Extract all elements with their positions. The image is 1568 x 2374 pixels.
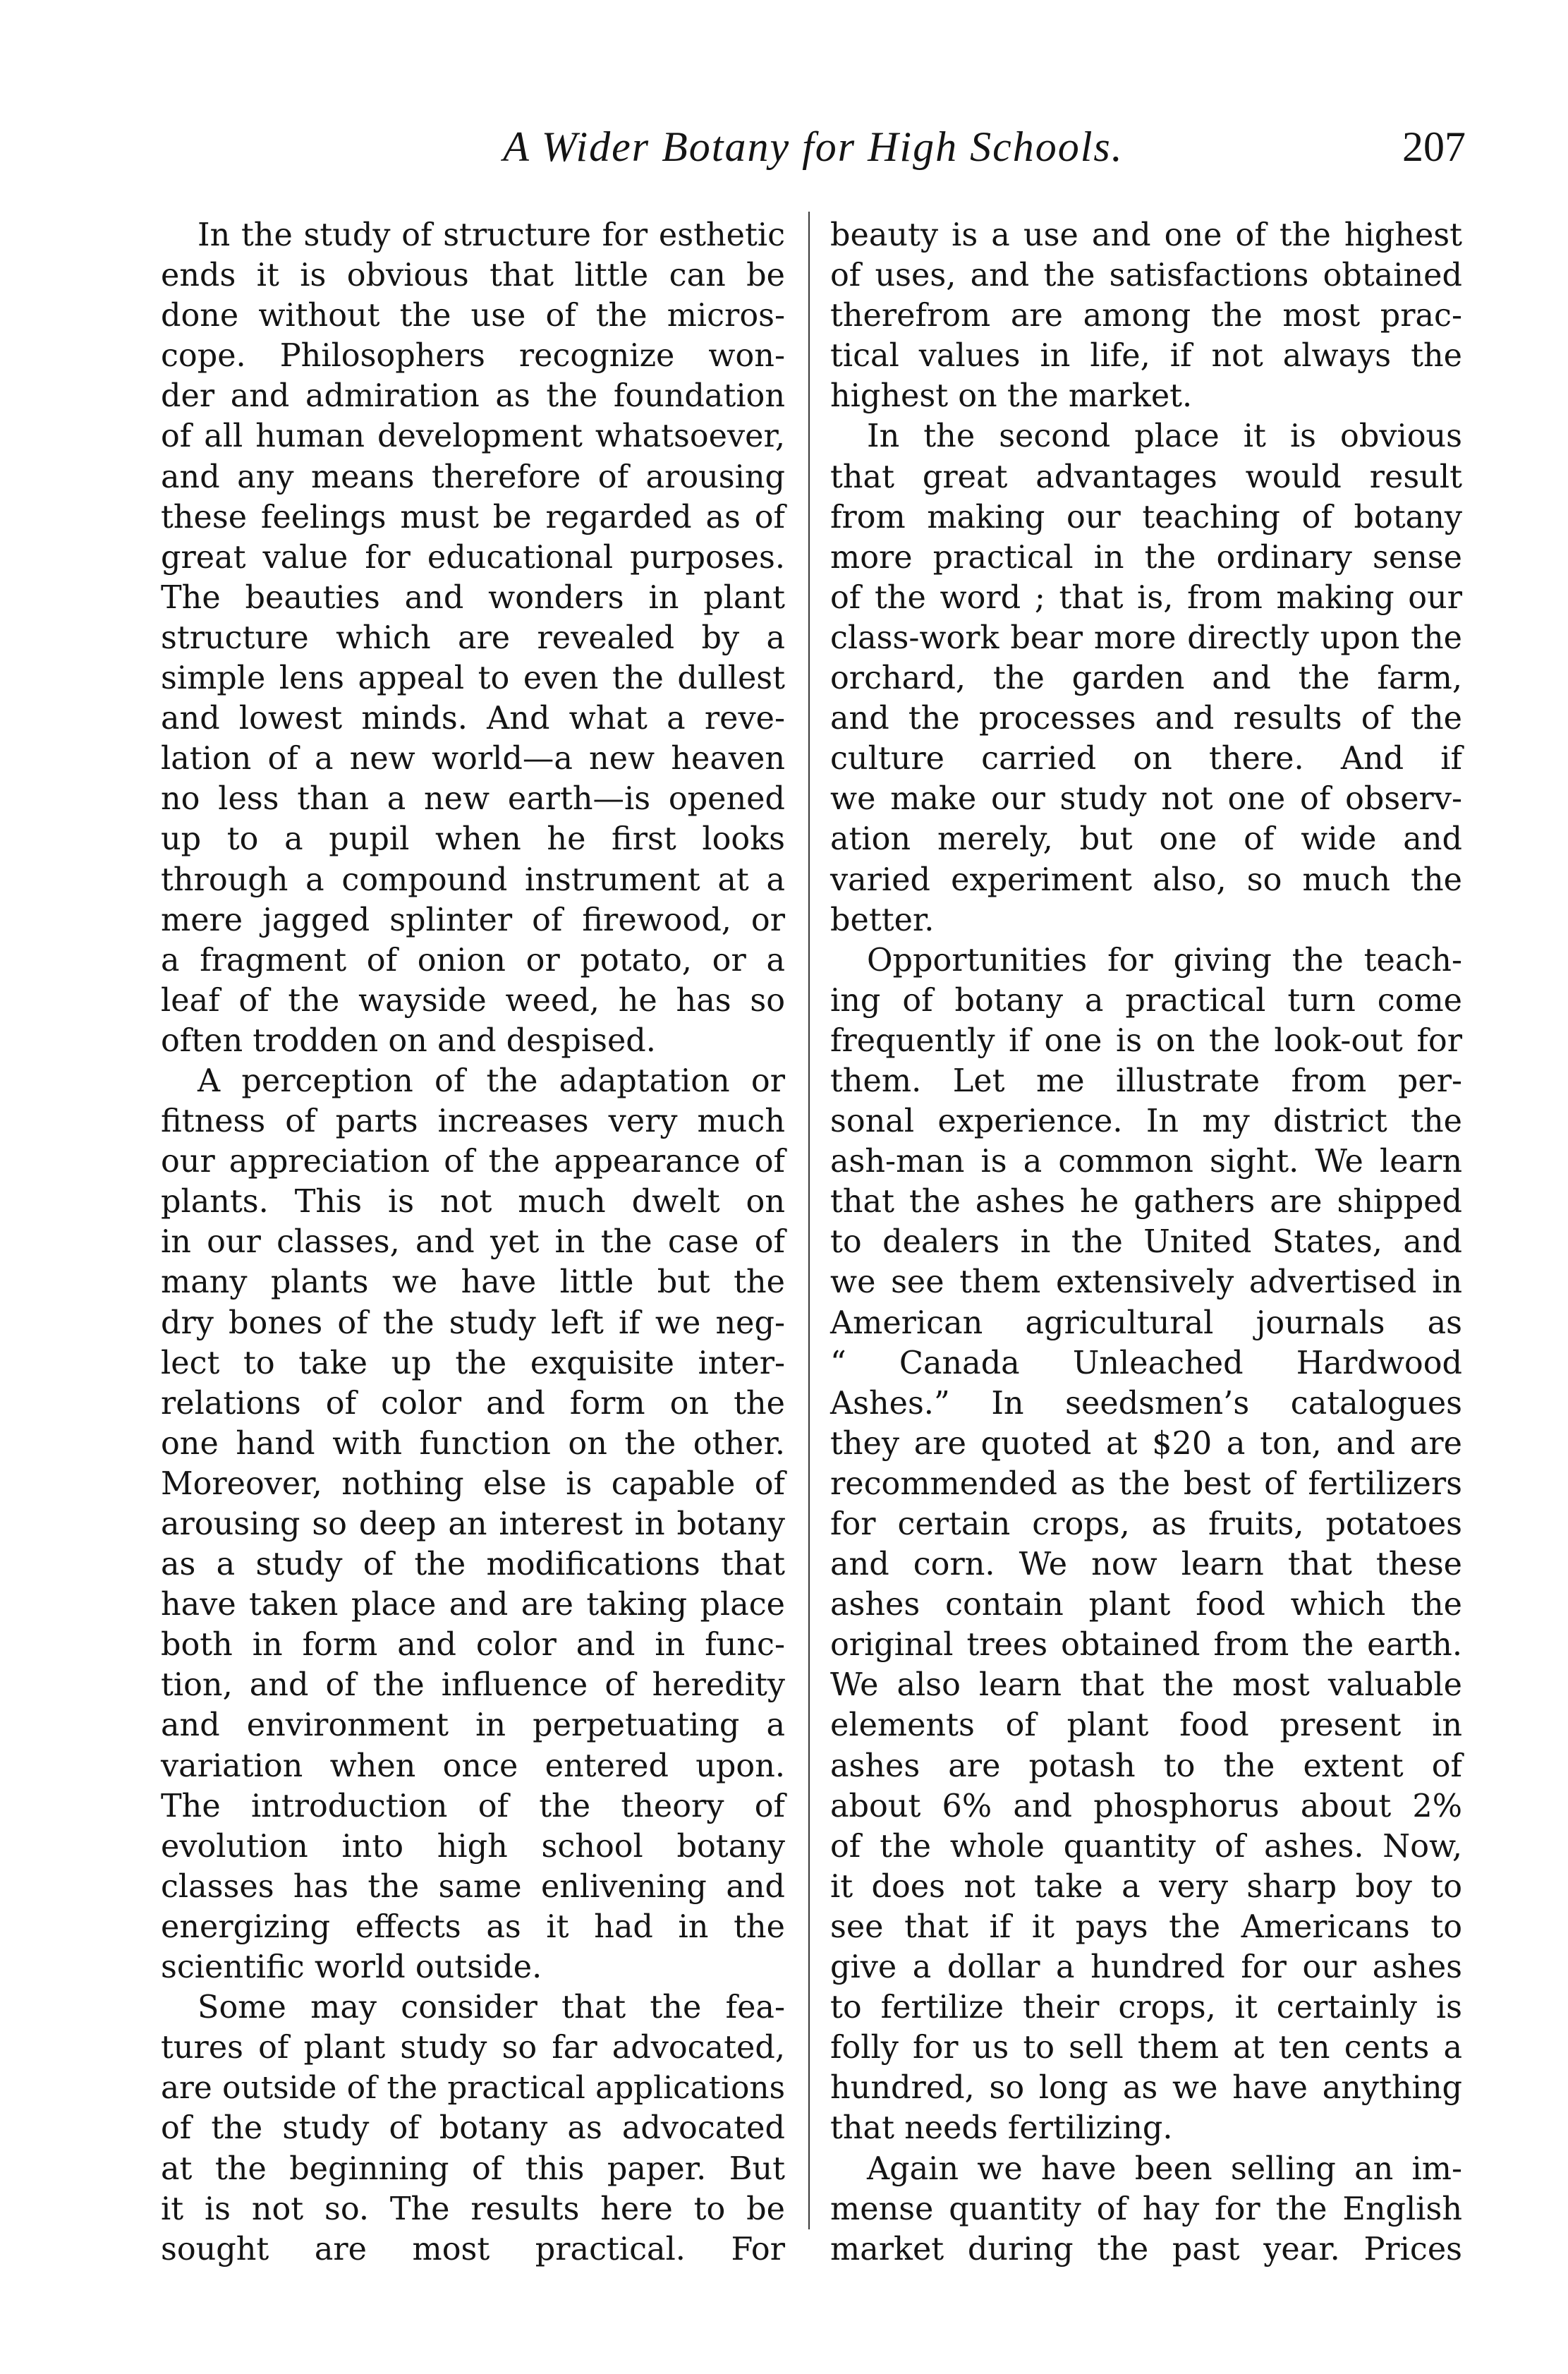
text-line: evolution into high school botany <box>161 1828 785 1865</box>
text-line: frequently if one is on the look-out for <box>830 1022 1462 1059</box>
text-line: cope. Philosophers recognize won- <box>161 338 785 375</box>
text-line: In the second place it is obvious <box>867 418 1462 455</box>
text-line: sonal experience. In my district the <box>830 1103 1462 1140</box>
right-text-column <box>830 215 1462 2270</box>
text-line: beauty is a use and one of the highest <box>830 217 1462 253</box>
text-line: ends it is obvious that little can be <box>161 258 785 294</box>
text-line: both in form and color and in func- <box>161 1627 785 1664</box>
text-line: Opportunities for giving the teach- <box>867 942 1462 979</box>
text-line: Ashes.” In seedsmen’s catalogues <box>830 1385 1462 1422</box>
running-title: A Wider Botany for High Schools. <box>503 123 1124 170</box>
text-line: for certain crops, as fruits, potatoes <box>830 1506 1462 1542</box>
text-line: them. Let me illustrate from per- <box>830 1062 1462 1099</box>
text-line: one hand with function on the other. <box>161 1425 785 1462</box>
text-line: and corn. We now learn that these <box>830 1546 1462 1583</box>
text-line: lect to take up the exquisite inter- <box>161 1345 785 1381</box>
text-line: tures of plant study so far advocated, <box>161 2030 785 2066</box>
text-line: more practical in the ordinary sense <box>830 539 1462 576</box>
text-line: classes has the same enlivening and <box>161 1868 785 1905</box>
running-head <box>161 119 1466 175</box>
text-line: dry bones of the study left if we neg- <box>161 1304 785 1341</box>
text-line: it is not so. The results here to be <box>161 2191 785 2227</box>
text-line: our appreciation of the appearance of <box>161 1144 785 1180</box>
text-line: A perception of the adaptation or <box>197 1062 785 1099</box>
text-line: of the whole quantity of ashes. Now, <box>830 1828 1462 1865</box>
text-line: energizing effects as it had in the <box>161 1908 785 1945</box>
text-line: ation merely, but one of wide and <box>830 821 1462 858</box>
text-line: mense quantity of hay for the English <box>830 2191 1462 2227</box>
text-line: at the beginning of this paper. But <box>161 2150 785 2187</box>
text-line: and lowest minds. And what a reve- <box>161 701 785 737</box>
text-line: ash-man is a common sight. We learn <box>830 1144 1462 1180</box>
text-line: tion, and of the influence of heredity <box>161 1667 785 1704</box>
text-line: better. <box>830 902 935 938</box>
text-line: class-work bear more directly upon the <box>830 619 1462 656</box>
text-line: Moreover, nothing else is capable of <box>161 1465 785 1502</box>
text-line: that great advantages would result <box>830 459 1462 495</box>
text-line: The beauties and wonders in plant <box>161 579 785 616</box>
text-line: up to a pupil when he first looks <box>161 821 785 858</box>
text-line: are outside of the practical applications <box>161 2070 785 2107</box>
text-line: they are quoted at $20 a ton, and are <box>830 1425 1462 1462</box>
text-line: structure which are revealed by a <box>161 619 785 656</box>
text-line: fitness of parts increases very much <box>161 1103 785 1140</box>
text-line: relations of color and form on the <box>161 1385 785 1422</box>
text-line: as a study of the modifications that <box>161 1546 785 1583</box>
text-line: plants. This is not much dwelt on <box>161 1184 785 1221</box>
text-line: about 6% and phosphorus about 2% <box>830 1788 1462 1824</box>
text-line: often trodden on and despised. <box>161 1022 656 1059</box>
text-line: original trees obtained from the earth. <box>830 1627 1462 1664</box>
text-line: “ Canada Unleached Hardwood <box>830 1345 1462 1381</box>
text-line: done without the use of the micros- <box>161 298 785 334</box>
text-line: and environment in perpetuating a <box>161 1707 785 1744</box>
text-line: mere jagged splinter of firewood, or <box>161 902 785 938</box>
text-line: We also learn that the most valuable <box>830 1667 1462 1704</box>
text-line: these feelings must be regarded as of <box>161 499 785 535</box>
text-line: orchard, the garden and the farm, <box>830 660 1462 697</box>
text-line: it does not take a very sharp boy to <box>830 1868 1462 1905</box>
text-line: a fragment of onion or potato, or a <box>161 942 785 979</box>
text-line: variation when once entered upon. <box>161 1748 785 1784</box>
text-line: of uses, and the satisfactions obtained <box>830 258 1462 294</box>
text-line: varied experiment also, so much the <box>830 861 1462 898</box>
text-line: through a compound instrument at a <box>161 861 785 898</box>
text-line: ing of botany a practical turn come <box>830 982 1462 1019</box>
text-line: Again we have been selling an im- <box>867 2150 1462 2187</box>
text-line: Some may consider that the fea- <box>197 1990 785 2026</box>
text-line: leaf of the wayside weed, he has so <box>161 982 785 1019</box>
text-line: therefrom are among the most prac- <box>830 298 1462 334</box>
text-line: no less than a new earth—is opened <box>161 781 785 818</box>
text-line: and the processes and results of the <box>830 701 1462 737</box>
text-line: great value for educational purposes. <box>161 539 785 576</box>
text-line: to dealers in the United States, and <box>830 1224 1462 1261</box>
text-line: that needs fertilizing. <box>830 2110 1173 2147</box>
text-line: we see them extensively advertised in <box>830 1264 1462 1301</box>
text-line: scientific world outside. <box>161 1949 542 1986</box>
text-line: of all human development whatsoever, <box>161 418 785 455</box>
text-line: simple lens appeal to even the dullest <box>161 660 785 697</box>
text-line: that the ashes he gathers are shipped <box>830 1184 1462 1221</box>
text-line: many plants we have little but the <box>161 1264 785 1301</box>
text-line: to fertilize their crops, it certainly is <box>830 1990 1462 2026</box>
text-line: sought are most practical. For <box>161 2231 785 2267</box>
text-line: in our classes, and yet in the case of <box>161 1224 785 1261</box>
text-line: arousing so deep an interest in botany <box>161 1506 785 1542</box>
text-line: ashes are potash to the extent of <box>830 1748 1462 1784</box>
text-line: der and admiration as the foundation <box>161 378 785 415</box>
text-line: American agricultural journals as <box>830 1304 1462 1341</box>
text-line: culture carried on there. And if <box>830 741 1462 777</box>
text-line: from making our teaching of botany <box>830 499 1462 535</box>
text-line: give a dollar a hundred for our ashes <box>830 1949 1462 1986</box>
text-line: folly for us to sell them at ten cents a <box>830 2030 1462 2066</box>
column-divider <box>808 212 810 2229</box>
text-line: market during the past year. Prices <box>830 2231 1462 2267</box>
left-text-column <box>161 215 785 2270</box>
text-line: of the study of botany as advocated <box>161 2110 785 2147</box>
text-line: lation of a new world—a new heaven <box>161 741 785 777</box>
text-line: and any means therefore of arousing <box>161 459 785 495</box>
text-line: recommended as the best of fertilizers <box>830 1465 1462 1502</box>
text-line: highest on the market. <box>830 378 1193 415</box>
text-line: elements of plant food present in <box>830 1707 1462 1744</box>
text-line: tical values in life, if not always the <box>830 338 1462 375</box>
text-line: hundred, so long as we have anything <box>830 2070 1462 2107</box>
text-line: In the study of structure for esthetic <box>197 217 785 253</box>
text-line: The introduction of the theory of <box>161 1788 785 1824</box>
text-line: of the word ; that is, from making our <box>830 579 1462 616</box>
page-number: 207 <box>1402 123 1466 170</box>
text-line: have taken place and are taking place <box>161 1587 785 1623</box>
text-line: see that if it pays the Americans to <box>830 1908 1462 1945</box>
text-line: ashes contain plant food which the <box>830 1587 1462 1623</box>
text-line: we make our study not one of observ- <box>830 781 1462 818</box>
